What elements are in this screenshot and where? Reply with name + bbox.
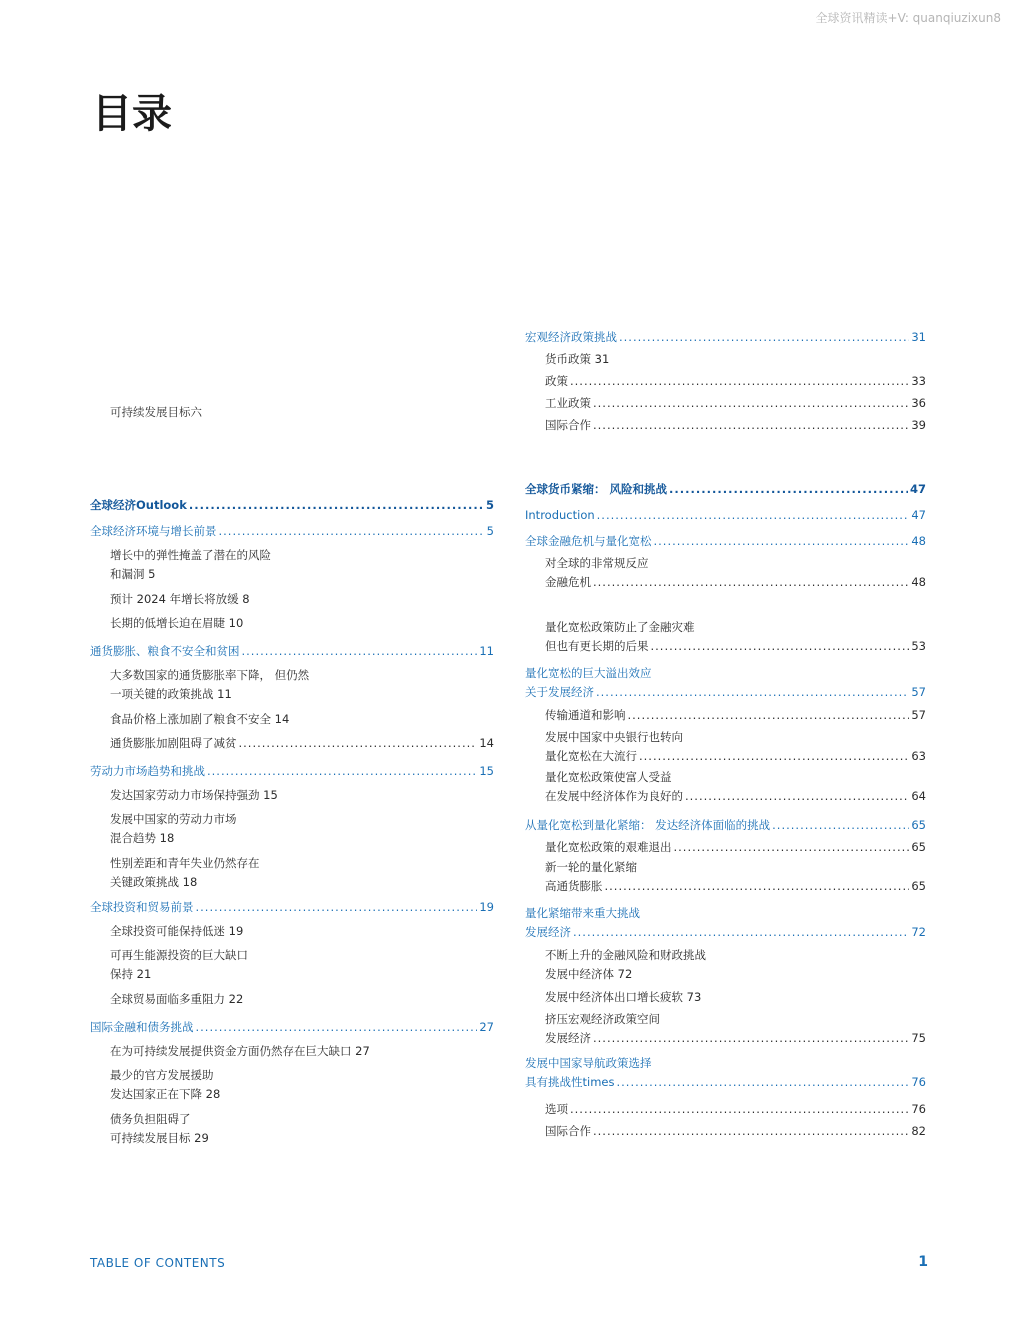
toc-entry-text: 发展中国家导航政策选择 xyxy=(525,1056,652,1070)
toc-line xyxy=(110,1129,494,1148)
toc-entry-text: 金融危机 xyxy=(545,575,591,589)
toc-entry-text: 具有挑战性times xyxy=(525,1075,615,1089)
toc-line xyxy=(90,1018,494,1037)
dot-leader xyxy=(628,706,910,725)
toc-section-link[interactable] xyxy=(525,506,926,525)
dot-leader xyxy=(593,1122,909,1141)
dot-leader xyxy=(639,747,909,766)
dot-leader xyxy=(570,372,909,391)
toc-line xyxy=(545,394,926,413)
toc-entry-text: 通货膨胀、粮食不安全和贫困 xyxy=(90,644,240,658)
stray-text: 可持续发展目标六 xyxy=(110,405,202,419)
dot-leader xyxy=(196,898,478,917)
toc-entry-text: 混合趋势 18 xyxy=(110,831,175,845)
toc-entry-text: 不断上升的金融风险和财政挑战 xyxy=(545,948,706,962)
toc-line xyxy=(110,922,494,941)
toc-page-number: 39 xyxy=(911,418,926,432)
toc-line xyxy=(545,858,926,877)
toc-entry-text: Introduction xyxy=(525,508,595,522)
toc-line xyxy=(545,1010,926,1029)
toc-entry-text: 发展中国家的劳动力市场 xyxy=(110,812,237,826)
toc-line xyxy=(545,946,926,965)
toc-page-number: 65 xyxy=(911,840,926,854)
toc-entry-text: 最少的官方发展援助 xyxy=(110,1068,214,1082)
toc-page-number: 57 xyxy=(911,685,926,699)
toc-entry-text: 债务负担阻碍了 xyxy=(110,1112,191,1126)
toc-page-number: 27 xyxy=(479,1020,494,1034)
dot-leader xyxy=(570,1100,909,1119)
toc-entry-text: 工业政策 xyxy=(545,396,591,410)
toc-entry-text: 宏观经济政策挑战 xyxy=(525,330,617,344)
toc-entry-text: 国际金融和债务挑战 xyxy=(90,1020,194,1034)
toc-section-link[interactable] xyxy=(525,904,926,942)
toc-entry-text: 全球投资可能保持低迷 19 xyxy=(110,924,244,938)
toc-subentry[interactable] xyxy=(545,728,926,766)
toc-page-number: 31 xyxy=(911,330,926,344)
toc-line xyxy=(110,734,494,753)
toc-line xyxy=(90,522,494,541)
toc-page-number: 65 xyxy=(911,879,926,893)
toc-entry-text: 在发展中经济体作为良好的 xyxy=(545,789,683,803)
toc-line xyxy=(90,642,494,661)
toc-entry-text: 新一轮的量化紧缩 xyxy=(545,860,637,874)
toc-entry-text: 全球贸易面临多重阻力 22 xyxy=(110,992,244,1006)
toc-section-link[interactable] xyxy=(90,898,494,917)
toc-entry-text: 在为可持续发展提供资金方面仍然存在巨大缺口 27 xyxy=(110,1044,370,1058)
toc-section-link[interactable] xyxy=(525,532,926,551)
footer-label: TABLE OF CONTENTS xyxy=(90,1256,226,1270)
toc-line xyxy=(525,1073,926,1092)
toc-subentry[interactable] xyxy=(545,394,926,413)
dot-leader xyxy=(593,394,909,413)
toc-page-number: 14 xyxy=(479,736,494,750)
toc-entry-text: 选项 xyxy=(545,1102,568,1116)
toc-line xyxy=(110,873,494,892)
toc-subentry[interactable] xyxy=(110,946,494,984)
toc-line xyxy=(110,786,494,805)
dot-leader xyxy=(239,734,478,753)
toc-subentry[interactable] xyxy=(110,546,494,584)
toc-entry-text: 可再生能源投资的巨大缺口 xyxy=(110,948,248,962)
toc-subentry[interactable] xyxy=(545,858,926,896)
toc-page-number: 47 xyxy=(909,482,926,496)
toc-line xyxy=(525,904,926,923)
toc-line xyxy=(110,965,494,984)
toc-line xyxy=(110,614,494,633)
page-title: 目录 xyxy=(92,91,172,137)
toc-line xyxy=(90,496,494,515)
toc-line xyxy=(545,350,926,369)
toc-line xyxy=(110,1042,494,1061)
toc-section-link[interactable] xyxy=(525,664,926,702)
dot-leader xyxy=(593,1029,909,1048)
dot-leader xyxy=(573,923,909,942)
toc-page-number: 65 xyxy=(911,818,926,832)
toc-entry-text: 预计 2024 年增长将放缓 8 xyxy=(110,592,250,606)
toc-line xyxy=(110,810,494,829)
toc-line xyxy=(525,1054,926,1073)
toc-line xyxy=(110,1085,494,1104)
dot-leader xyxy=(616,1073,909,1092)
toc-entry-text: 量化宽松政策防止了金融灾难 xyxy=(545,620,695,634)
toc-line xyxy=(545,747,926,766)
toc-subentry[interactable] xyxy=(110,1042,494,1061)
toc-entry-text: 发达国家劳动力市场保持强劲 15 xyxy=(110,788,278,802)
toc-subentry[interactable] xyxy=(110,666,494,704)
toc-line xyxy=(90,898,494,917)
toc-page-number: 19 xyxy=(479,900,494,914)
dot-leader xyxy=(651,637,910,656)
toc-section-link[interactable] xyxy=(525,480,926,499)
toc-line xyxy=(545,877,926,896)
toc-entry-text: 但也有更长期的后果 xyxy=(545,639,649,653)
toc-section-link[interactable] xyxy=(90,762,494,781)
toc-page-number: 72 xyxy=(911,925,926,939)
toc-entry-text: 性别差距和青年失业仍然存在 xyxy=(110,856,260,870)
toc-entry-text: 国际合作 xyxy=(545,418,591,432)
toc-line xyxy=(110,854,494,873)
toc-entry-text: 发展经济 xyxy=(525,925,571,939)
dot-leader xyxy=(593,416,909,435)
dot-leader xyxy=(596,683,909,702)
toc-entry-text: 长期的低增长迫在眉睫 10 xyxy=(110,616,244,630)
dot-leader xyxy=(674,838,910,857)
toc-subentry[interactable] xyxy=(545,706,926,725)
toc-line xyxy=(90,762,494,781)
toc-line xyxy=(545,416,926,435)
toc-subentry[interactable] xyxy=(110,590,494,609)
toc-page-number: 63 xyxy=(911,749,926,763)
toc-line xyxy=(545,1122,926,1141)
toc-line xyxy=(525,816,926,835)
toc-section-link[interactable] xyxy=(90,642,494,661)
toc-page-number: 5 xyxy=(486,524,494,538)
toc-entry-text: 国际合作 xyxy=(545,1124,591,1138)
watermark: 全球资讯精读+V: quanqiuzixun8 xyxy=(815,11,1001,25)
toc-subentry[interactable] xyxy=(545,350,926,369)
toc-line xyxy=(525,328,926,347)
toc-line xyxy=(545,554,926,573)
toc-page-number: 11 xyxy=(479,644,494,658)
toc-line xyxy=(110,546,494,565)
dot-leader xyxy=(219,522,485,541)
toc-subentry[interactable] xyxy=(545,554,926,592)
dot-leader xyxy=(189,496,484,515)
toc-entry-text: 全球货币紧缩： 风险和挑战 xyxy=(525,482,668,496)
dot-leader xyxy=(669,480,908,499)
toc-entry-text: 发展中经济体 72 xyxy=(545,967,633,981)
toc-entry-text: 和漏洞 5 xyxy=(110,567,156,581)
toc-entry-text: 通货膨胀加剧阻碍了减贫 xyxy=(110,736,237,750)
toc-section-link[interactable] xyxy=(525,816,926,835)
toc-entry-text: 关键政策挑战 18 xyxy=(110,875,198,889)
toc-entry-text: 劳动力市场趋势和挑战 xyxy=(90,764,205,778)
dot-leader xyxy=(619,328,909,347)
toc-subentry[interactable] xyxy=(110,922,494,941)
toc-line xyxy=(110,685,494,704)
toc-line xyxy=(110,590,494,609)
toc-subentry[interactable] xyxy=(545,416,926,435)
dot-leader xyxy=(605,877,910,896)
toc-line xyxy=(545,372,926,391)
toc-subentry[interactable] xyxy=(110,1066,494,1104)
toc-line xyxy=(110,946,494,965)
toc-subentry[interactable] xyxy=(110,734,494,753)
toc-entry-text: 传输通道和影响 xyxy=(545,708,626,722)
toc-line xyxy=(525,532,926,551)
toc-entry-text: 保持 21 xyxy=(110,967,152,981)
toc-line xyxy=(545,965,926,984)
toc-entry-text: 全球金融危机与量化宽松 xyxy=(525,534,652,548)
toc-entry-text: 量化宽松的巨大溢出效应 xyxy=(525,666,652,680)
toc-subentry[interactable] xyxy=(545,768,926,806)
dot-leader xyxy=(196,1018,478,1037)
toc-page-number: 76 xyxy=(911,1075,926,1089)
toc-subentry[interactable] xyxy=(110,614,494,633)
dot-leader xyxy=(593,573,909,592)
toc-subentry[interactable] xyxy=(110,1110,494,1148)
toc-section-link[interactable] xyxy=(525,1054,926,1092)
toc-line xyxy=(545,706,926,725)
dot-leader xyxy=(654,532,910,551)
toc-entry-text: 量化紧缩带来重大挑战 xyxy=(525,906,640,920)
toc-section-link[interactable] xyxy=(90,496,494,515)
toc-entry-text: 全球经济环境与增长前景 xyxy=(90,524,217,538)
toc-line xyxy=(545,988,926,1007)
toc-subentry[interactable] xyxy=(110,786,494,805)
toc-section-link[interactable] xyxy=(90,1018,494,1037)
toc-entry-text: 发展中经济体出口增长疲软 73 xyxy=(545,990,702,1004)
toc-entry-text: 发展经济 xyxy=(545,1031,591,1045)
dot-leader xyxy=(207,762,477,781)
toc-subentry[interactable] xyxy=(545,372,926,391)
toc-line xyxy=(110,1110,494,1129)
dot-leader xyxy=(597,506,910,525)
toc-line xyxy=(545,787,926,806)
toc-line xyxy=(545,1100,926,1119)
toc-page-number: 82 xyxy=(911,1124,926,1138)
toc-entry-text: 大多数国家的通货膨胀率下降， 但仍然 xyxy=(110,668,310,682)
toc-line xyxy=(525,683,926,702)
toc-subentry[interactable] xyxy=(545,838,926,857)
toc-line xyxy=(110,1066,494,1085)
dot-leader xyxy=(685,787,909,806)
toc-subentry[interactable] xyxy=(545,946,926,984)
toc-entry-text: 全球经济Outlook xyxy=(90,498,187,512)
toc-entry-text: 量化宽松政策的艰难退出 xyxy=(545,840,672,854)
toc-page-number: 48 xyxy=(911,534,926,548)
toc-line xyxy=(545,838,926,857)
toc-page-number: 47 xyxy=(911,508,926,522)
toc-entry-text: 量化宽松在大流行 xyxy=(545,749,637,763)
toc-line xyxy=(110,666,494,685)
toc-page-number: 33 xyxy=(911,374,926,388)
toc-entry-text: 挤压宏观经济政策空间 xyxy=(545,1012,660,1026)
toc-page-number: 5 xyxy=(485,498,494,512)
toc-entry-text: 高通货膨胀 xyxy=(545,879,603,893)
toc-page-number: 76 xyxy=(911,1102,926,1116)
dot-leader xyxy=(242,642,478,661)
toc-entry-text: 食品价格上涨加剧了粮食不安全 14 xyxy=(110,712,290,726)
toc-entry-text: 可持续发展目标 29 xyxy=(110,1131,209,1145)
toc-page-number: 64 xyxy=(911,789,926,803)
toc-line xyxy=(545,637,926,656)
toc-subentry[interactable] xyxy=(545,618,926,656)
toc-page-number: 57 xyxy=(911,708,926,722)
toc-entry-text: 关于发展经济 xyxy=(525,685,594,699)
toc-line xyxy=(525,923,926,942)
toc-page-number: 53 xyxy=(911,639,926,653)
toc-line xyxy=(545,768,926,787)
toc-subentry[interactable] xyxy=(545,1122,926,1141)
toc-page-number: 48 xyxy=(911,575,926,589)
toc-section-link[interactable] xyxy=(90,522,494,541)
toc-entry-text: 货币政策 31 xyxy=(545,352,610,366)
toc-entry-text: 一项关键的政策挑战 11 xyxy=(110,687,232,701)
toc-entry-text: 政策 xyxy=(545,374,568,388)
dot-leader xyxy=(772,816,909,835)
toc-line xyxy=(545,618,926,637)
toc-entry-text: 从量化宽松到量化紧缩： 发达经济体面临的挑战 xyxy=(525,818,771,832)
toc-subentry[interactable] xyxy=(110,810,494,848)
toc-line xyxy=(545,728,926,747)
footer-page-number: 1 xyxy=(918,1254,928,1270)
toc-page-number: 75 xyxy=(911,1031,926,1045)
toc-page-number: 15 xyxy=(479,764,494,778)
toc-line xyxy=(110,710,494,729)
toc-subentry[interactable] xyxy=(545,988,926,1007)
toc-subentry[interactable] xyxy=(545,1100,926,1119)
toc-subentry[interactable] xyxy=(110,710,494,729)
toc-line xyxy=(545,1029,926,1048)
toc-line xyxy=(110,565,494,584)
toc-line xyxy=(525,506,926,525)
toc-entry-text: 量化宽松政策使富人受益 xyxy=(545,770,672,784)
toc-entry-text: 增长中的弹性掩盖了潜在的风险 xyxy=(110,548,271,562)
toc-entry-text: 全球投资和贸易前景 xyxy=(90,900,194,914)
toc-line xyxy=(525,664,926,683)
toc-entry-text: 对全球的非常规反应 xyxy=(545,556,649,570)
toc-line xyxy=(110,829,494,848)
toc-line xyxy=(545,573,926,592)
toc-page-number: 36 xyxy=(911,396,926,410)
toc-entry-text: 发展中国家中央银行也转向 xyxy=(545,730,683,744)
toc-line xyxy=(110,990,494,1009)
toc-subentry[interactable] xyxy=(545,1010,926,1048)
toc-line xyxy=(525,480,926,499)
toc-subentry[interactable] xyxy=(110,990,494,1009)
toc-section-link[interactable] xyxy=(525,328,926,347)
toc-entry-text: 发达国家正在下降 28 xyxy=(110,1087,221,1101)
toc-subentry[interactable] xyxy=(110,854,494,892)
